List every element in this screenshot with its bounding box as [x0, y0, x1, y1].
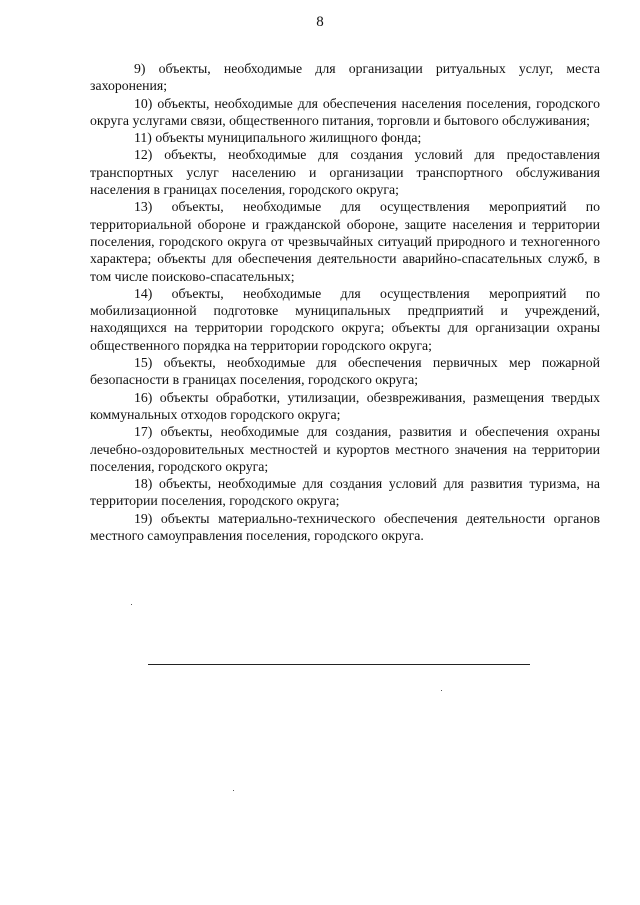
list-item: 14) объекты, необходимые для осуществления мероприятий по мобилизационной подготовке муниципальных предприятий и учреждений, находящихся на территории городского округа; объекты для организации охраны общественного порядка на территории городского округа;	[90, 285, 600, 353]
page-number: 8	[316, 14, 324, 30]
list-item: 12) объекты, необходимые для создания условий для предоставления транспортных услуг населению и организации транспортного обслуживания населения в границах поселения, городского округа;	[90, 147, 600, 198]
list-item: 15) объекты, необходимые для обеспечения первичных мер пожарной безопасности в границах поселения, городского округа;	[90, 355, 600, 388]
list-item: 18) объекты, необходимые для создания условий для развития туризма, на территории поселения, городского округа;	[90, 476, 600, 509]
list-item: 13) объекты, необходимые для осуществления мероприятий по территориальной обороне и гражданской обороне, защите населения и территории поселения, городского округа от чрезвычайных ситуаций природного и техногенного характера; объекты для обеспечения деятельности аварийно-спасательных служб, в том числе поисково-спасательных;	[90, 199, 600, 284]
end-divider-line	[148, 664, 530, 665]
list-item: 16) объекты обработки, утилизации, обезвреживания, размещения твердых коммунальных отходов городского округа;	[90, 389, 600, 422]
scan-speck	[441, 690, 442, 691]
scan-speck	[233, 790, 234, 791]
scan-speck	[131, 604, 132, 605]
list-item: 10) объекты, необходимые для обеспечения населения поселения, городского округа услугами связи, общественного питания, торговли и бытового обслуживания;	[90, 95, 600, 128]
list-item: 17) объекты, необходимые для создания, развития и обеспечения охраны лечебно-оздоровительных местностей и курортов местного значения на территории поселения, городского округа;	[90, 424, 600, 474]
list-item: 11) объекты муниципального жилищного фонда;	[134, 130, 422, 146]
list-item: 9) объекты, необходимые для организации ритуальных услуг, места захоронения;	[90, 61, 600, 94]
list-item: 19) объекты материально-технического обеспечения деятельности органов местного самоуправления поселения, городского округа.	[90, 510, 600, 544]
document-body	[90, 60, 600, 544]
